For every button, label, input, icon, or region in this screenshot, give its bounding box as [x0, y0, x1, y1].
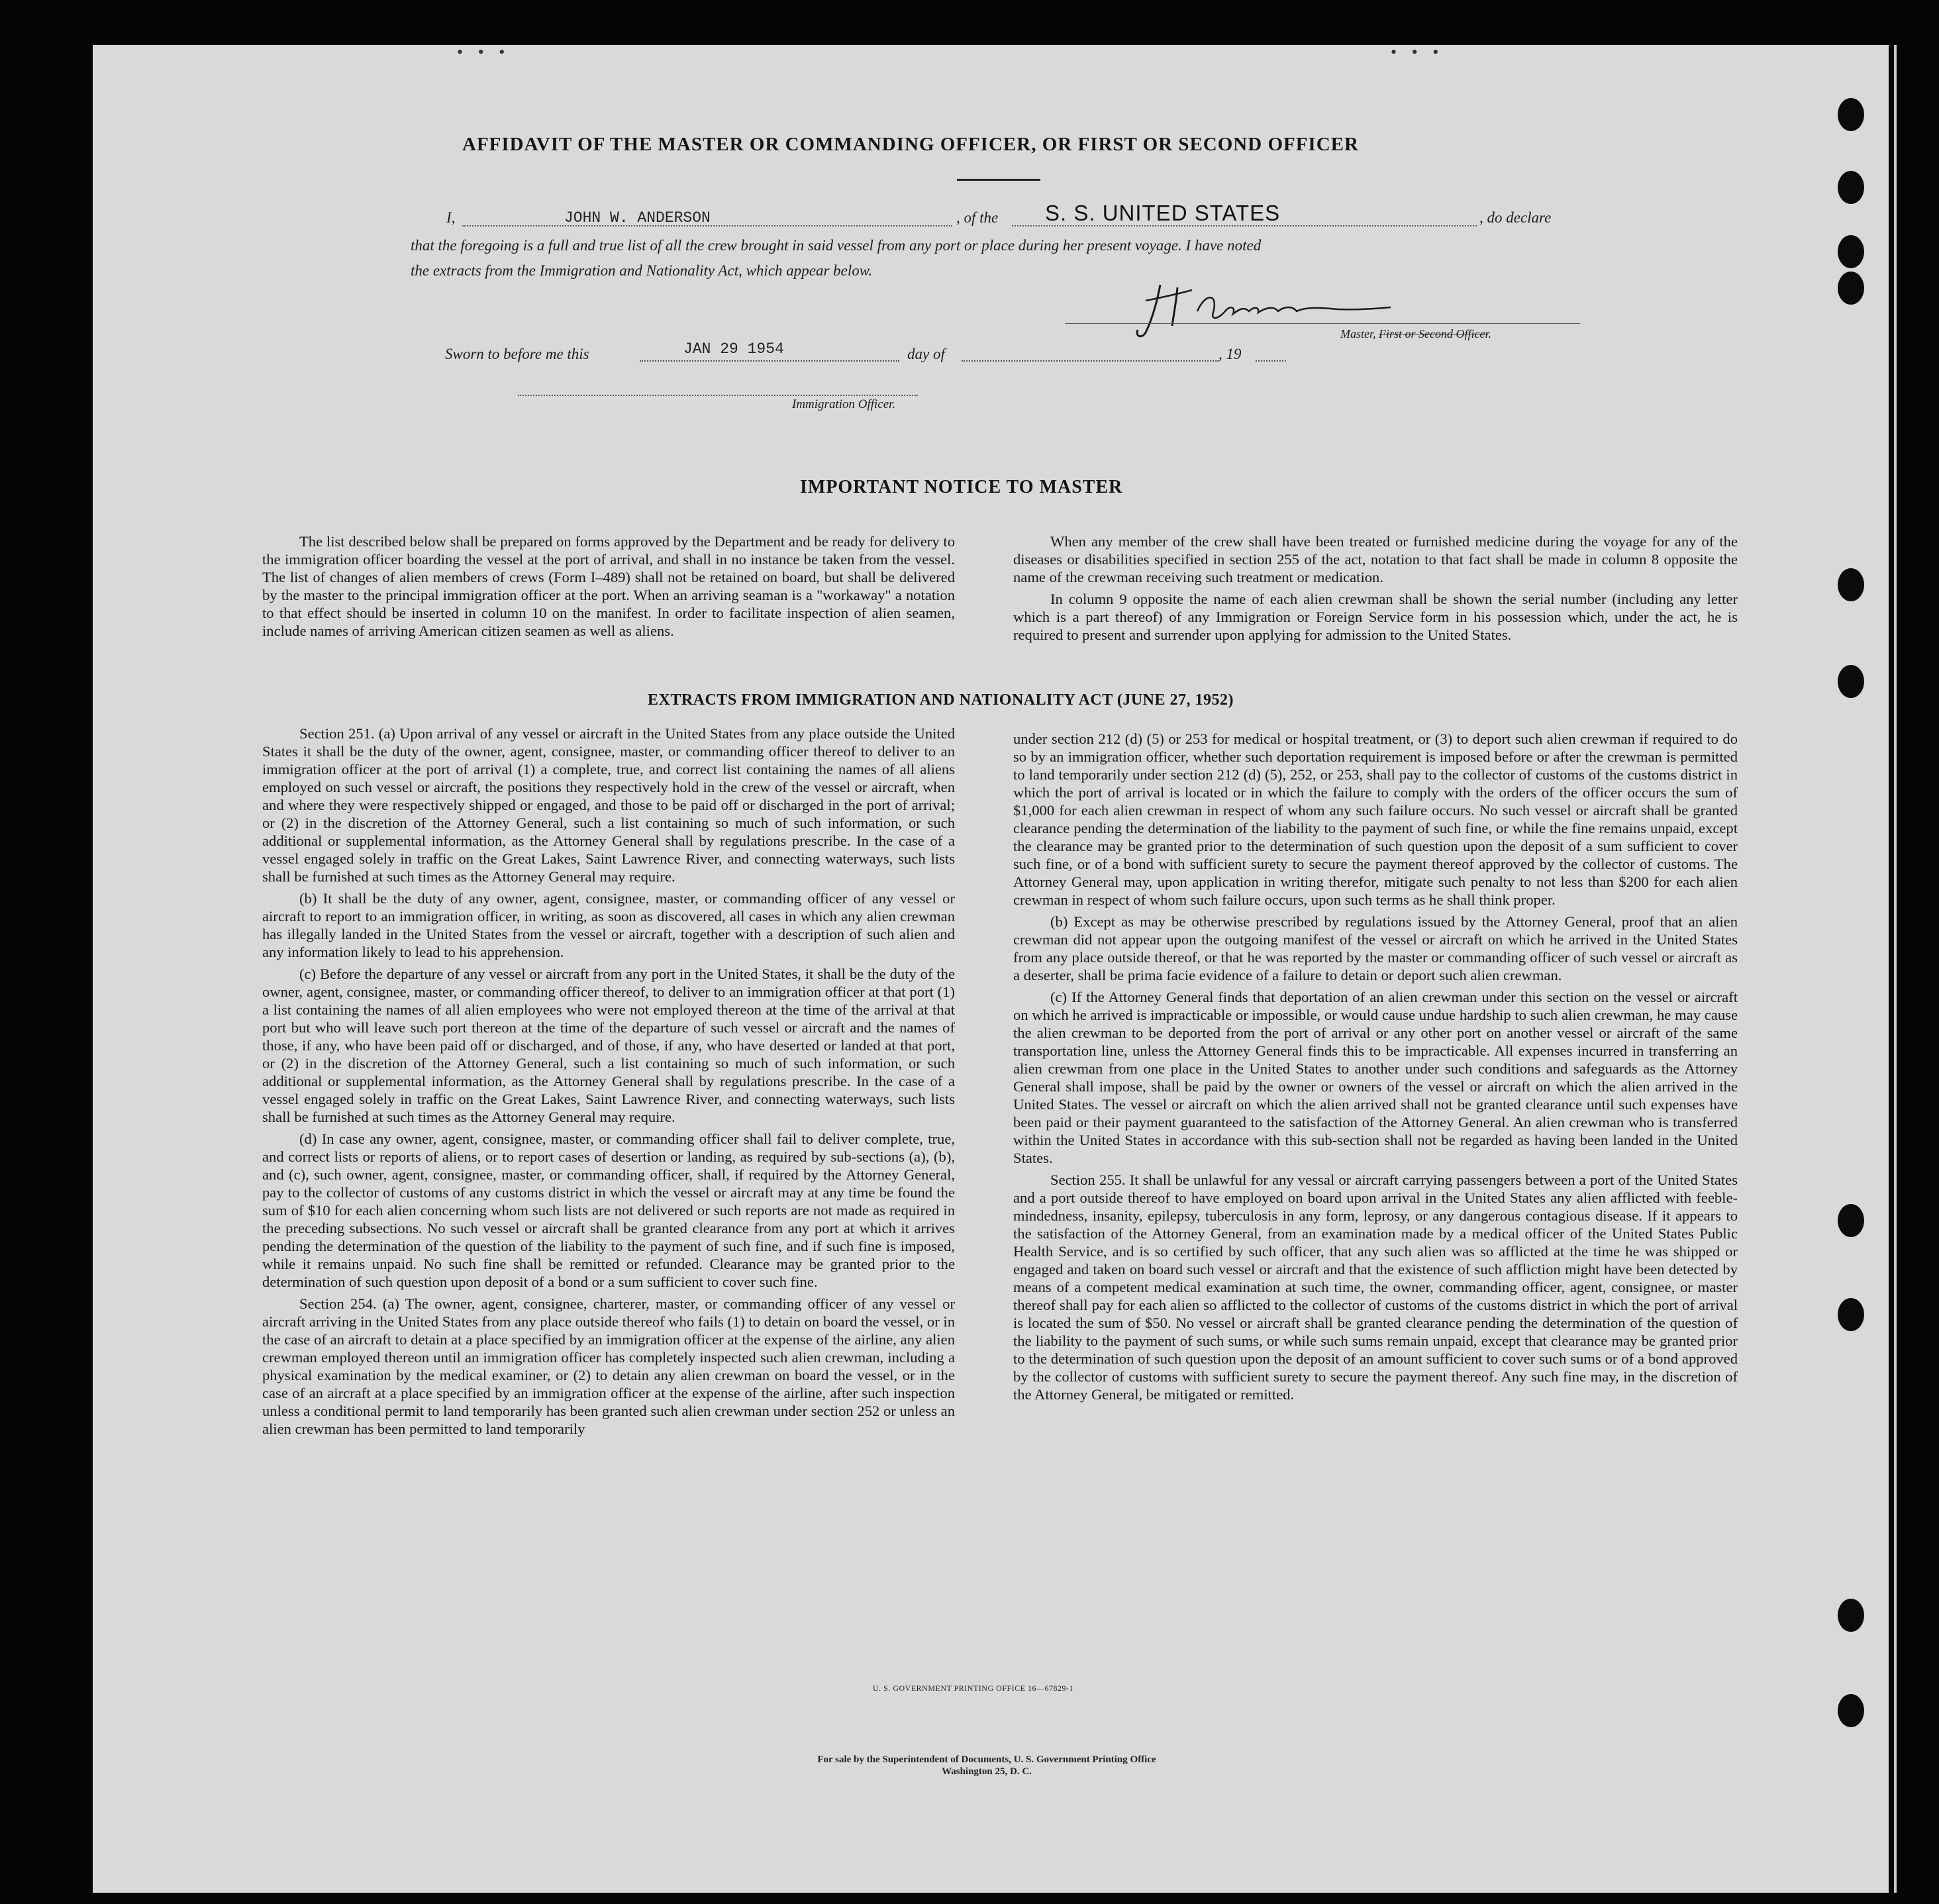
officer-label: Immigration Officer. — [792, 397, 896, 411]
vessel-name-field: S. S. UNITED STATES — [1045, 201, 1281, 225]
notice-right-paragraph-1: When any member of the crew shall have been treated or furnished medicine during the voyage for any of the diseases or disabilities specified in section 255 of the act, notation to that fact shall be made in column 8 opposite the name of the crewman receiving such treatment or medication. — [1013, 533, 1738, 585]
section-254-a-start: Section 254. (a) The owner, agent, consignee, charterer, master, or commanding officer of any vessel or aircraft arriving in the United States from any place outside thereof who fails (1) to detain on board the vessel, or in the case of an aircraft to detain at a place specified by an immigration officer at the expense of the airline, any alien crewman employed thereon until an immigration officer has completely inspected such alien crewman, including a physical examination by the medical examiner, or (2) to detain any alien crewman on board the vessel, or in the case of an aircraft at a place specified by an immigration officer at the expense of the airline, after such inspection unless a conditional permit to land temporarily has been granted such alien crewman under section 252 or unless an alien crewman has been permitted to land temporarily — [262, 1295, 955, 1437]
section-251-a: Section 251. (a) Upon arrival of any vessel or aircraft in the United States from any place outside the United States it shall be the duty of the owner, agent, consignee, master, or commanding officer thereof to deliver to an immigration officer at the port of arrival (1) a complete, true, and correct list containing the names of all aliens employed on such vessel or aircraft, the positions they respectively hold in the crew of the vessel or aircraft, when and where they were respectively shipped or engaged, and those to be paid off or discharged in the port of arrival; or (2) in the discretion of the Attorney General, such a list containing so much of such information, or such additional or supplemental information, as the Attorney General shall by regulations prescribe. In the case of a vessel engaged solely in traffic on the Great Lakes, Saint Lawrence River, and connecting waterways, such lists shall be furnished at such times as the Attorney General may require. — [262, 725, 955, 885]
sale-footer — [728, 1754, 1245, 1778]
notice-left-paragraph: The list described below shall be prepared on forms approved by the Department and be ready for delivery to the immigration officer boarding the vessel at the port of arrival, and shall in no instance be taken from the vessel. The list of changes of alien members of crews (Form I–489) shall not be retained on board, but shall be delivered by the master to the principal immigration officer at the port. When an arriving seaman is a "workaway" a notation to that effect should be inserted in column 10 on the manifest. In order to facilitate inspection of alien seamen, include names of arriving American citizen seamen as well as aliens. — [262, 533, 955, 639]
role-master: Master, — [1340, 327, 1379, 340]
binder-hole — [1838, 171, 1864, 204]
year-line — [1256, 360, 1286, 362]
extracts-left-column — [262, 725, 955, 1442]
page-edge — [1894, 45, 1897, 1893]
footer-line-1: For sale by the Superintendent of Documents, U. S. Government Printing Office — [817, 1754, 1156, 1765]
section-254-a-continued: under section 212 (d) (5) or 253 for medical or hospital treatment, or (3) to deport such alien crewman if required to do so by an immigration officer, whether such deportation requirement is imposed before or after the crewman is permitted to land temporarily under section 212 (d) (5), 252, or 253, shall pay to the collector of customs of the customs district in which the port of arrival is located or in which the failure to comply with the orders of the officer occurs the sum of $1,000 for each alien crewman in respect of whom any such failure occurs. No such vessel or aircraft shall be granted clearance pending the determination of the liability to the payment of such fine, or while the fine remains unpaid, except the clearance may be granted prior to the determination of such question upon the deposit of a sum sufficient to cover such fine, or of a bond with sufficient surety to secure the payment thereof approved by the collector of customs. The Attorney General may, upon application in writing therefor, mitigate such penalty to not less than $200 for each alien crewman in respect of whom such failure occurs, upon such terms as he shall think proper. — [1013, 730, 1738, 908]
binder-hole — [1838, 98, 1864, 131]
footer-line-2: Washington 25, D. C. — [942, 1766, 1032, 1777]
sworn-label: Sworn to before me this — [445, 346, 589, 362]
binder-hole — [1838, 1599, 1864, 1632]
sworn-date-line — [640, 360, 899, 362]
section-254-b: (b) Except as may be otherwise prescribed by regulations issued by the Attorney General, proof that an alien crewman did not appear upon the outgoing manifest of the vessel or aircraft on which he arrived in the United States from any place outside thereof, or that he was reported by the master or commanding officer of such vessel or aircraft as a deserter, shall be prima facie evidence of a failure to detain or deport such alien crewman. — [1013, 913, 1738, 983]
section-254-c: (c) If the Attorney General finds that deportation of an alien crewman under this section on the vessel or aircraft on which he arrived is impracticable or impossible, or would cause undue hardship to such alien crewman, he may cause the alien crewman to be deported from the port of arrival or any other port on another vessel or aircraft of the same transportation line, unless the Attorney General finds this to be impracticable. All expenses incurred in transferring an alien crewman from one place in the United States to another under such conditions and safeguards as the Attorney General shall impose, shall be paid by the owner or owners of the vessel or aircraft on which the alien arrived in the United States. The vessel or aircraft on which the alien arrived shall not be granted clearance until such expenses have been paid or their payment guaranteed to the satisfaction of the Attorney General. An alien crewman who is transferred within the United States in accordance with this sub-section shall not be regarded as having been landed in the United States. — [1013, 989, 1738, 1166]
binder-hole — [1838, 1298, 1864, 1331]
section-251-d: (d) In case any owner, agent, consignee, master, or commanding officer shall fail to deliver complete, true, and correct lists or reports of aliens, or to report cases of desertion or landing, as required by sub-sections (a), (b), and (c), such owner, agent, consignee, master, or commanding officer, shall, if required by the Attorney General, pay to the collector of customs of any customs district in which the vessel or aircraft may at any time be found the sum of $10 for each alien concerning whom such lists are not delivered or such reports are not made as required in the preceding subsections. No such vessel or aircraft shall be granted clearance from any port at which it arrives pending the determination of the question of the liability to the payment of such fine, and if such fine is imposed, while it remains unpaid. No such fine shall be remitted or refunded. Clearance may be granted prior to the determination of such question upon deposit of a bond or a sum sufficient to cover such fine. — [262, 1130, 955, 1290]
binder-hole — [1838, 1694, 1864, 1727]
extracts-title: EXTRACTS FROM IMMIGRATION AND NATIONALITY ACT (JUNE 27, 1952) — [648, 691, 1234, 709]
title-underline — [957, 179, 1040, 181]
notice-title: IMPORTANT NOTICE TO MASTER — [800, 477, 1123, 497]
section-255: Section 255. It shall be unlawful for any vessal or aircraft carrying passengers between a port of the United States and a port outside thereof to have employed on board upon arrival in the United States any alien afflicted with feeble-mindedness, insanity, epilepsy, tuberculosis in any form, leprosy, or any dangerous contagious disease. If it appears to the satisfaction of the Attorney General, from an examination made by a medical officer of the United States Public Health Service, and is so certified by such officer, that any such alien was so afflicted at the time he was shipped or engaged and taken on board such vessel or aircraft and that the existence of such affliction might have been detected by means of a competent medical examination at such time, the owner, commanding officer, agent, consignee, or master thereof shall pay for each alien so afflicted to the collector of customs of the customs district in which the port of arrival is located the sum of $50. No vessel or aircraft shall be granted clearance pending the determination of the question of the liability to the payment of such sums, or while such sums remain unpaid, except that clearance may be granted prior to the determination of such question upon the deposit of an amount sufficient to cover such sums or of a bond approved by the collector of customs with sufficient surety to secure the payment thereof. Any such fine may, in the discretion of the Attorney General, be mitigated or remitted. — [1013, 1172, 1738, 1403]
top-mark-left: • • • — [457, 42, 511, 62]
affidavit-title: AFFIDAVIT OF THE MASTER OR COMMANDING OFFICER, OR FIRST OR SECOND OFFICER — [462, 134, 1359, 155]
gpo-mark: U. S. GOVERNMENT PRINTING OFFICE 16—67829-1 — [873, 1683, 1073, 1693]
of-the-label: , of the — [956, 209, 999, 226]
officer-signature-line — [518, 395, 918, 396]
binder-hole — [1838, 1204, 1864, 1237]
notice-left-column — [262, 532, 955, 644]
i-label: I, — [446, 209, 456, 226]
section-251-b: (b) It shall be the duty of any owner, agent, consignee, master, or commanding officer of any vessel or aircraft to report to an immigration officer, in writing, as soon as discovered, all cases in which any alien crewman has illegally landed in the United States from the vessel or aircraft, together with a description of such alien and any information likely to lead to his apprehension. — [262, 890, 955, 960]
top-mark-right: • • • — [1391, 42, 1444, 62]
binder-hole — [1838, 235, 1864, 268]
year-prefix: , 19 — [1218, 346, 1242, 362]
month-line — [962, 360, 1218, 362]
signature-role — [1340, 327, 1491, 341]
binder-hole — [1838, 272, 1864, 305]
binder-hole — [1838, 665, 1864, 698]
role-end: . — [1488, 327, 1491, 340]
section-251-c: (c) Before the departure of any vessel or aircraft from any port in the United States, it shall be the duty of the owner, agent, consignee, master, or commanding officer thereof, to deliver to an immigration officer at that port (1) a list containing the names of all alien employees who were not employed thereon at the time of the arrival at that port but who will leave such port thereon at the time of the departure of such vessel or aircraft and the names of those, if any, who have been paid off or discharged, and of those, if any, who have deserted or landed at that port, or (2) in the discretion of the Attorney General, such a list containing so much of such information, or such additional or supplemental information, as the Attorney General shall by regulations prescribe. In the case of a vessel engaged solely in traffic on the Great Lakes, Saint Lawrence River, and connecting waterways, such lists shall be furnished at such times as the Attorney General may require. — [262, 966, 955, 1125]
statement-line-1: that the foregoing is a full and true list of all the crew brought in said vessel from any port or place during her present voyage. I have noted — [411, 237, 1262, 254]
signature-line — [1065, 323, 1580, 324]
declare-label: , do declare — [1479, 209, 1552, 226]
sworn-date-stamp: JAN 29 1954 — [683, 340, 784, 358]
master-name-field: JOHN W. ANDERSON — [564, 209, 711, 226]
notice-right-column — [1013, 532, 1738, 648]
day-of-label: day of — [907, 346, 945, 362]
notice-right-paragraph-2: In column 9 opposite the name of each alien crewman shall be shown the serial number (including any letter which is a part thereof) of any Immigration or Foreign Service form in his possession which, under the act, he is required to present and surrender upon applying for admission to the United States. — [1013, 591, 1738, 643]
binder-hole — [1838, 568, 1864, 601]
extracts-right-column — [1013, 730, 1738, 1407]
statement-line-2: the extracts from the Immigration and Nationality Act, which appear below. — [411, 262, 873, 279]
role-struck-officer: First or Second Officer — [1379, 327, 1489, 340]
